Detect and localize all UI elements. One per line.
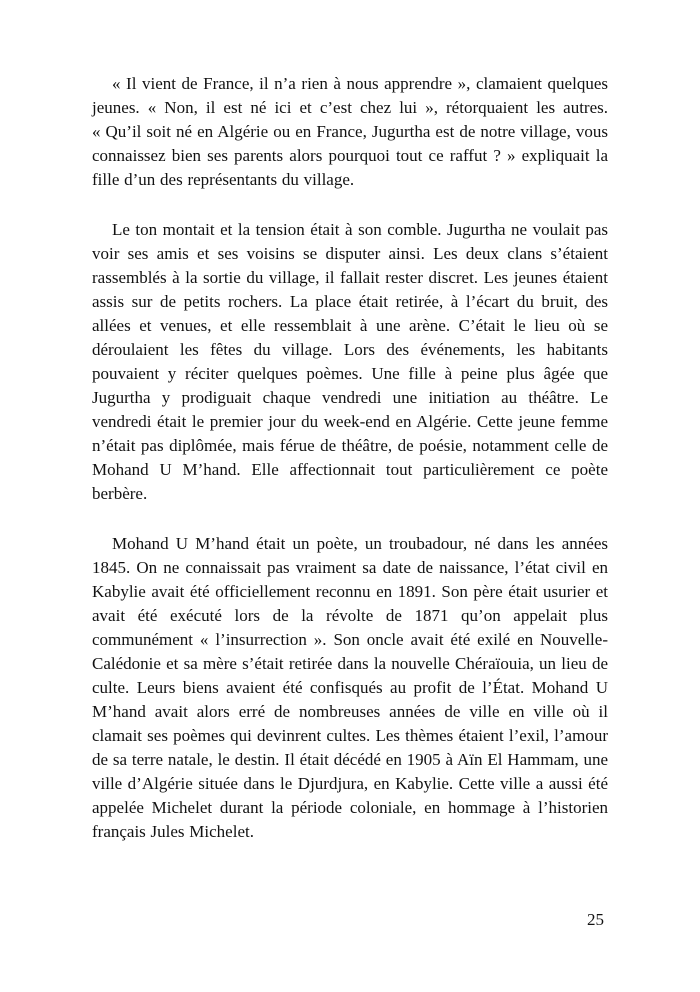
paragraph-2: Le ton montait et la tension était à son comble. Jugurtha ne voulait pas voir ses amis et ses voisins se disputer ainsi. Les deux clans s’étaient rassemblés à la sortie du village, il fallait rester discret. Les jeunes étaient assis sur de petits rochers. La place était retirée, à l’écart du bruit, des allées et venues, et elle ressemblait à une arène. C’était le lieu où se déroulaient les fêtes du village. Lors des événements, les habitants pouvaient y réciter quelques poèmes. Une fille à peine plus âgée que Jugurtha y prodiguait chaque vendredi une initiation au théâtre. Le vendredi était le premier jour du week-end en Algérie. Cette jeune femme n’était pas diplômée, mais férue de théâtre, de poésie, notamment celle de Mohand U M’hand. Elle affectionnait tout particulièrement ce poète berbère. xyxy=(92,220,608,503)
paragraph-1: « Il vient de France, il n’a rien à nous apprendre », clamaient quelques jeunes. « Non, il est né ici et c’est chez lui », rétorquaient les autres. « Qu’il soit né en Algérie ou en France, Jugurtha est de notre village, vous connaissez bien ses parents alors pourquoi tout ce raffut ? » expliquait la fille d’un des représentants du village. xyxy=(92,74,608,189)
paragraph-3: Mohand U M’hand était un poète, un troubadour, né dans les années 1845. On ne connaissait pas vraiment sa date de naissance, l’état civil en Kabylie avait été officiellement reconnu en 1891. Son père était usurier et avait été exécuté lors de la révolte de 1871 qu’on appelait plus communément « l’insurrection ». Son oncle avait été exilé en Nouvelle-Calédonie et sa mère s’était retirée dans la nouvelle Chéraïouia, un lieu de culte. Leurs biens avaient été confisqués au profit de l’État. Mohand U M’hand avait alors erré de nombreuses années de ville en ville où il clamait ses poèmes qui devinrent cultes. Les thèmes étaient l’exil, l’amour de sa terre natale, le destin. Il était décédé en 1905 à Aïn El Hammam, une ville d’Algérie située dans le Djurdjura, en Kabylie. Cette ville a aussi été appelée Michelet durant la période coloniale, en hommage à l’historien français Jules Michelet. xyxy=(92,534,608,841)
page-number: 25 xyxy=(587,910,604,929)
body-text xyxy=(92,72,608,844)
